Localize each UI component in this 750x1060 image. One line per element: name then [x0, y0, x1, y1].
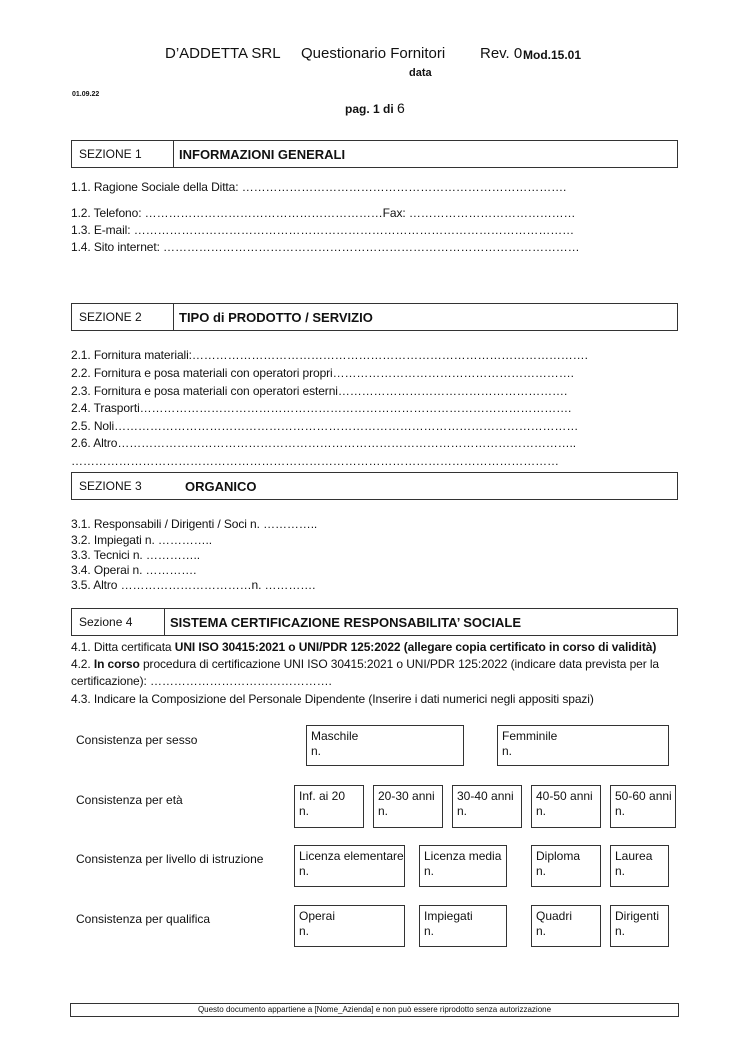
- field-responsabili[interactable]: 3.1. Responsabili / Dirigenti / Soci n. …………..: [71, 517, 318, 531]
- box-20-30[interactable]: [373, 785, 443, 828]
- box-operai[interactable]: [294, 905, 405, 947]
- box-licenza-elementare-label: Licenza elementare: [299, 849, 404, 863]
- box-diploma[interactable]: [531, 845, 601, 887]
- field-impiegati[interactable]: 3.2. Impiegati n. …………..: [71, 533, 212, 547]
- section-2-title: TIPO di PRODOTTO / SERVIZIO: [179, 310, 373, 325]
- box-inf-20-label: Inf. ai 20: [299, 789, 346, 803]
- field-noli[interactable]: 2.5. Noli………………………………………………………………………………………………………: [71, 419, 579, 433]
- page-prefix: pag. 1 di: [345, 102, 394, 116]
- field-fornitura-materiali[interactable]: 2.1. Fornitura materiali:……………………………………………………………………………………….: [71, 348, 588, 362]
- field-telefono-fax[interactable]: 1.2. Telefono: ……………………………………………………Fax: ……………………………………: [71, 206, 576, 220]
- item-4-1-text: 4.1. Ditta certificata: [71, 640, 175, 654]
- item-4-2-prefix: 4.2.: [71, 657, 94, 671]
- field-altro-continued[interactable]: ……………………………………………………………………………………………………………: [71, 454, 559, 468]
- box-maschile[interactable]: [306, 725, 464, 766]
- field-altro-organico[interactable]: 3.5. Altro ……………………………n. ………….: [71, 578, 316, 592]
- box-laurea-label: Laurea: [615, 849, 653, 863]
- field-email[interactable]: 1.3. E-mail: …………………………………………………………………………………………………: [71, 223, 575, 237]
- item-4-2-text: procedura di certificazione UNI ISO 30415:2021 o UNI/PDR 125:2022 (indicare data prevista per la: [139, 657, 660, 671]
- box-20-30-n: n.: [378, 804, 389, 818]
- box-30-40-n: n.: [457, 804, 468, 818]
- section-3-title: ORGANICO: [185, 479, 257, 494]
- box-inf-20-n: n.: [299, 804, 310, 818]
- box-operai-n: n.: [299, 924, 310, 938]
- item-4-2: [71, 657, 659, 671]
- item-4-2-bold: In corso: [93, 657, 140, 671]
- section-3-header: [71, 472, 678, 500]
- item-4-1-bold: UNI ISO 30415:2021 o UNI/PDR 125:2022 (allegare copia certificato in corso di validità): [174, 640, 657, 654]
- section-2-label: SEZIONE 2: [79, 310, 142, 324]
- section-3-label: SEZIONE 3: [79, 479, 142, 493]
- box-licenza-media-label: Licenza media: [424, 849, 502, 863]
- row-label-eta: Consistenza per età: [76, 793, 183, 807]
- box-impiegati-n: n.: [424, 924, 435, 938]
- box-femminile-n: n.: [502, 744, 513, 758]
- box-40-50[interactable]: [531, 785, 601, 828]
- box-licenza-elementare[interactable]: [294, 845, 405, 887]
- field-tecnici[interactable]: 3.3. Tecnici n. …………..: [71, 548, 200, 562]
- box-licenza-elementare-n: n.: [299, 864, 310, 878]
- box-50-60-label: 50-60 anni: [615, 789, 672, 803]
- page-indicator: [345, 100, 405, 116]
- footer-notice: Questo documento appartiene a [Nome_Azienda] e non può essere riprodotto senza autorizzazione: [70, 1003, 679, 1017]
- box-licenza-media[interactable]: [419, 845, 507, 887]
- box-30-40-label: 30-40 anni: [457, 789, 514, 803]
- field-posa-operatori-propri[interactable]: 2.2. Fornitura e posa materiali con operatori propri…………………………………………………….: [71, 366, 574, 380]
- box-inf-20[interactable]: [294, 785, 364, 828]
- box-femminile[interactable]: [497, 725, 669, 766]
- field-data-certificazione[interactable]: certificazione): ……………………………………….: [71, 674, 332, 688]
- box-quadri[interactable]: [531, 905, 601, 947]
- box-femminile-label: Femminile: [502, 729, 558, 743]
- box-30-40[interactable]: [452, 785, 522, 828]
- box-laurea-n: n.: [615, 864, 626, 878]
- box-50-60[interactable]: [610, 785, 676, 828]
- box-maschile-label: Maschile: [311, 729, 359, 743]
- date-label: data: [409, 67, 432, 79]
- box-maschile-n: n.: [311, 744, 322, 758]
- box-diploma-n: n.: [536, 864, 547, 878]
- section-2-header: [71, 303, 678, 331]
- field-trasporti[interactable]: 2.4. Trasporti……………………………………………………………………………………………….: [71, 401, 572, 415]
- document-title: Questionario Fornitori: [301, 45, 446, 62]
- box-dirigenti-label: Dirigenti: [615, 909, 660, 923]
- box-licenza-media-n: n.: [424, 864, 435, 878]
- box-quadri-label: Quadri: [536, 909, 573, 923]
- document-date: 01.09.22: [72, 91, 100, 98]
- section-4-label: Sezione 4: [79, 615, 133, 629]
- row-label-sesso: Consistenza per sesso: [76, 733, 198, 747]
- field-sito-internet[interactable]: 1.4. Sito internet: ……………………………………………………………………………………………: [71, 240, 580, 254]
- box-diploma-label: Diploma: [536, 849, 581, 863]
- revision: Rev. 0: [480, 45, 523, 62]
- item-4-1: [71, 640, 656, 654]
- section-1-label: SEZIONE 1: [79, 147, 142, 161]
- company-name: D’ADDETTA SRL: [165, 45, 281, 62]
- box-impiegati[interactable]: [419, 905, 507, 947]
- section-4-title: SISTEMA CERTIFICAZIONE RESPONSABILITA’ SOCIALE: [170, 615, 522, 630]
- box-20-30-label: 20-30 anni: [378, 789, 435, 803]
- row-label-istruzione: Consistenza per livello di istruzione: [76, 852, 264, 866]
- box-40-50-label: 40-50 anni: [536, 789, 593, 803]
- box-laurea[interactable]: [610, 845, 669, 887]
- field-posa-operatori-esterni[interactable]: 2.3. Fornitura e posa materiali con operatori esterni………………………………………………….: [71, 384, 568, 398]
- box-operai-label: Operai: [299, 909, 336, 923]
- section-1-title: INFORMAZIONI GENERALI: [179, 147, 346, 162]
- box-dirigenti[interactable]: [610, 905, 669, 947]
- box-impiegati-label: Impiegati: [424, 909, 473, 923]
- section-1-header: [71, 140, 678, 168]
- item-4-3: 4.3. Indicare la Composizione del Personale Dipendente (Inserire i dati numerici negli appositi spazi): [71, 692, 594, 706]
- box-40-50-n: n.: [536, 804, 547, 818]
- field-ragione-sociale[interactable]: 1.1. Ragione Sociale della Ditta: ……………………………………………………………………….: [71, 180, 567, 194]
- box-quadri-n: n.: [536, 924, 547, 938]
- section-4-header: [71, 608, 678, 636]
- field-altro[interactable]: 2.6. Altro……………………………………………………………………………………………………..: [71, 436, 577, 450]
- page-total: 6: [397, 100, 405, 116]
- box-50-60-n: n.: [615, 804, 626, 818]
- box-dirigenti-n: n.: [615, 924, 626, 938]
- row-label-qualifica: Consistenza per qualifica: [76, 912, 211, 926]
- field-operai[interactable]: 3.4. Operai n. ………….: [71, 563, 197, 577]
- module-code: Mod.15.01: [523, 48, 582, 62]
